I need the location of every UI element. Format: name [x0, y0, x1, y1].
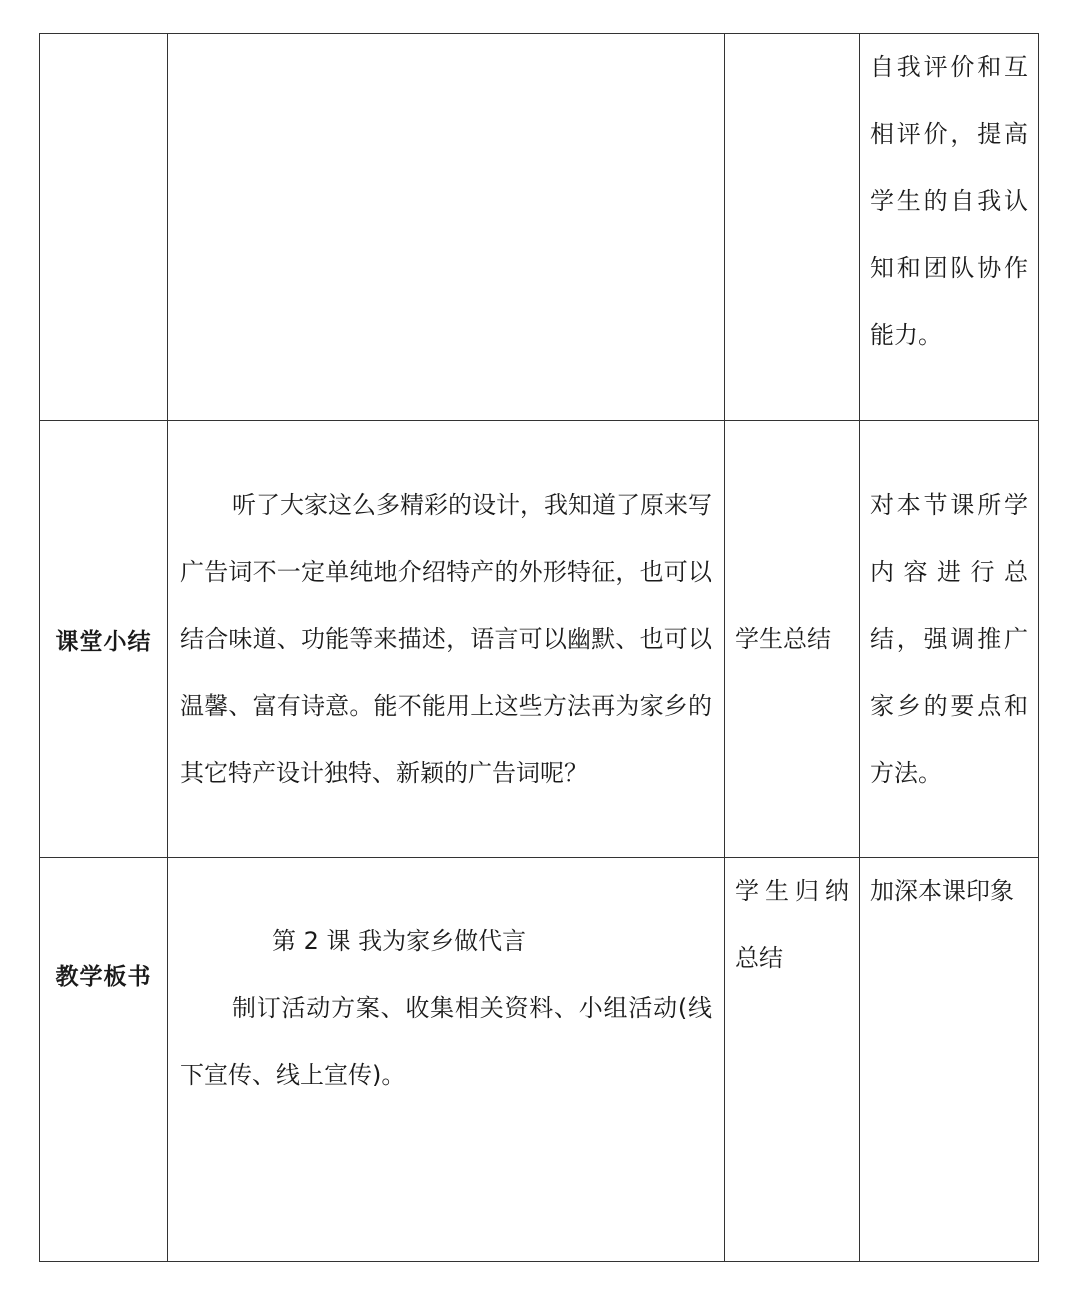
teaching-content-cell — [168, 34, 725, 421]
teaching-content-cell — [168, 421, 725, 858]
row-label-summary: 课堂小结 — [40, 421, 168, 858]
student-activity-cell — [725, 858, 860, 1262]
row-label-board: 教学板书 — [40, 858, 168, 1262]
table-row — [40, 421, 1039, 858]
student-activity-cell — [725, 421, 860, 858]
design-intent-cell — [860, 34, 1039, 421]
board-title: 第 2 课 我为家乡做代言 — [272, 927, 527, 955]
student-activity-cell — [725, 34, 860, 421]
design-intent: 自我评价和互相评价，提高学生的自我认知和团队协作能力。 — [870, 53, 1028, 349]
teaching-content: 听了大家这么多精彩的设计，我知道了原来写广告词不一定单纯地介绍特产的外形特征，也可以结合味道、功能等来描述，语言可以幽默、也可以温馨、富有诗意。能不能用上这些方法再为家乡的其它特产设计独特、新颖的广告词呢？ — [180, 490, 712, 787]
design-intent: 对本节课所学内容进行总结，强调推广家乡的要点和方法。 — [870, 490, 1028, 787]
design-intent: 加深本课印象 — [870, 877, 1014, 905]
row-label — [40, 34, 168, 421]
student-activity: 学生总结 — [735, 624, 831, 653]
table-row — [40, 858, 1039, 1262]
student-activity: 学生归纳总结 — [735, 877, 849, 972]
table-row — [40, 34, 1039, 421]
design-intent-cell — [860, 858, 1039, 1262]
lesson-plan-table — [39, 33, 1039, 1262]
design-intent-cell — [860, 421, 1039, 858]
teaching-content-cell — [168, 858, 725, 1262]
board-body: 制订活动方案、收集相关资料、小组活动(线下宣传、线上宣传)。 — [180, 994, 712, 1089]
